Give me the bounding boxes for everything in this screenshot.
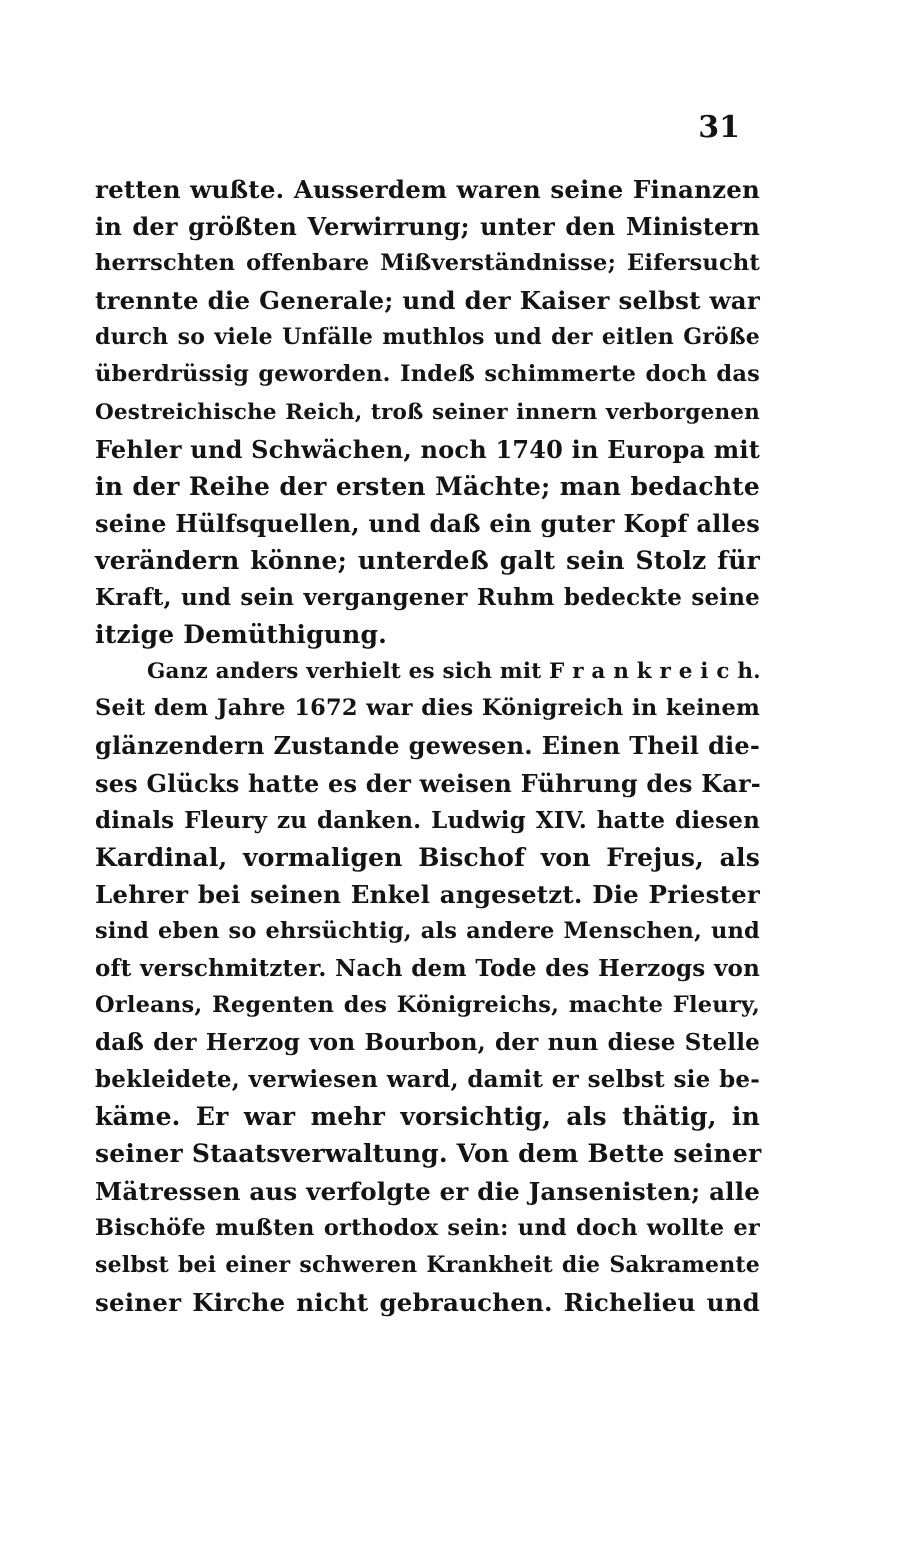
text-line: seine Hülfsquellen, und daß ein guter Kopf alles xyxy=(95,508,760,538)
text-line: sind eben so ehrsüchtig, als andere Menschen, und xyxy=(95,917,760,944)
text-line: trennte die Generale; und der Kaiser selbst war xyxy=(95,286,760,316)
text-line: in der Reihe der ersten Mächte; man bedachte xyxy=(95,471,760,501)
body-text xyxy=(95,171,760,1321)
text-line: oft verschmitzter. Nach dem Tode des Herzogs von xyxy=(95,954,760,982)
text-line: Bischöfe mußten orthodox sein: und doch wollte er xyxy=(95,1214,760,1241)
text-line: selbst bei einer schweren Krankheit die Sakramente xyxy=(95,1251,760,1278)
text-line: Oestreichische Reich, troß seiner innern verborgenen xyxy=(95,399,760,425)
text-line: ses Glücks hatte es der weisen Führung des Kar- xyxy=(95,768,761,798)
text-line: Orleans, Regenten des Königreichs, machte Fleury, xyxy=(95,992,760,1019)
text-line: in der größten Verwirrung; unter den Ministern xyxy=(95,212,760,242)
text-line: bekleidete, verwiesen ward, damit er selbst sie be- xyxy=(95,1066,760,1094)
text-line: verändern könne; unterdeß galt sein Stolz für xyxy=(95,545,760,575)
text-line: Kardinal, vormaligen Bischof von Frejus, als xyxy=(95,842,760,872)
text-line: Seit dem Jahre 1672 war dies Königreich in keinem xyxy=(95,695,760,722)
text-line: seiner Staatsverwaltung. Von dem Bette seiner xyxy=(95,1139,762,1169)
text-line: retten wußte. Ausserdem waren seine Finanzen xyxy=(95,175,760,204)
text-line: daß der Herzog von Bourbon, der nun diese Stelle xyxy=(95,1029,760,1057)
text-line: dinals Fleury zu danken. Ludwig XIV. hatte diesen xyxy=(95,806,760,834)
text-line: käme. Er war mehr vorsichtig, als thätig, in xyxy=(95,1102,760,1132)
text-line: seiner Kirche nicht gebrauchen. Richelieu und xyxy=(95,1287,760,1317)
page-number: 31 xyxy=(698,110,740,145)
text-line: Kraft, und sein vergangener Ruhm bedeckte seine xyxy=(95,584,760,612)
text-line: herrschten offenbare Mißverständnisse; Eifersucht xyxy=(95,250,760,277)
text-line: Lehrer bei seinen Enkel angesetzt. Die Priester xyxy=(95,879,760,909)
paragraph-end-line: itzige Demüthigung. xyxy=(95,620,388,650)
text-line: Fehler und Schwächen, noch 1740 in Europa mit xyxy=(95,434,760,464)
text-line: überdrüssig geworden. Indeß schimmerte doch das xyxy=(95,361,760,388)
paragraph-start-line: Ganz anders verhielt es sich mit F r a n k r e i c h. xyxy=(147,659,761,685)
text-line: durch so viele Unfälle muthlos und der eitlen Größe xyxy=(95,324,760,351)
text-line: Mätressen aus verfolgte er die Jansenisten; alle xyxy=(95,1176,760,1206)
text-line: glänzendern Zustande gewesen. Einen Theil die- xyxy=(95,731,760,761)
